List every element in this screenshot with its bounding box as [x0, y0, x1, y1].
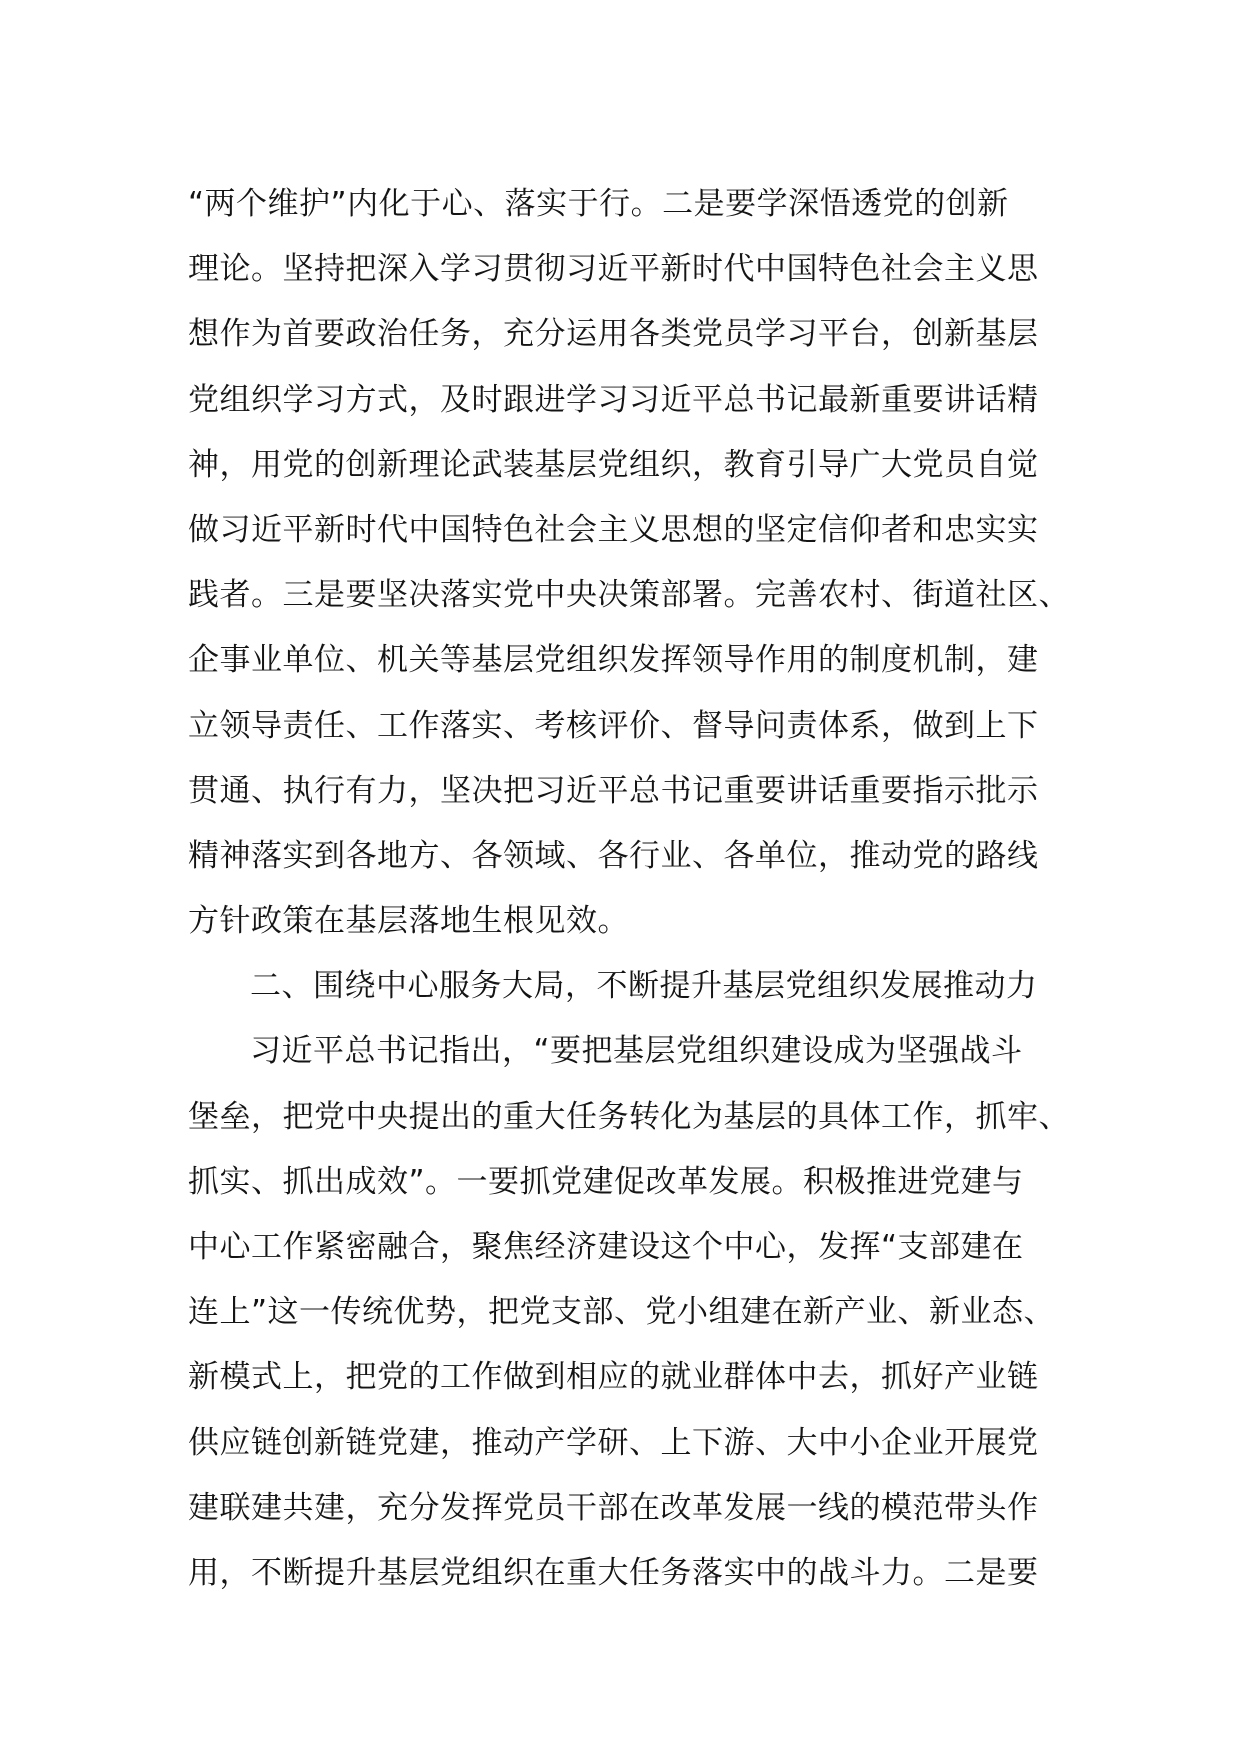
text-line: 贯通、执行有力，坚决把习近平总书记重要讲话重要指示批示	[188, 772, 1039, 809]
text-line: 理论。坚持把深入学习贯彻习近平新时代中国特色社会主义思	[188, 251, 1039, 288]
text-line: 习近平总书记指出，“要把基层党组织建设成为坚强战斗	[250, 1033, 1023, 1070]
text-line: 建联建共建，充分发挥党员干部在改革发展一线的模范带头作	[188, 1489, 1039, 1526]
text-line: 中心工作紧密融合，聚焦经济建设这个中心，发挥“支部建在	[188, 1229, 1024, 1265]
text-line: 抓实、抓出成效”。一要抓党建促改革发展。积极推进党建与	[188, 1163, 1024, 1200]
text-line: 新模式上，把党的工作做到相应的就业群体中去，抓好产业链	[188, 1359, 1039, 1396]
text-line: 党组织学习方式，及时跟进学习习近平总书记最新重要讲话精	[188, 381, 1039, 418]
body-text	[188, 172, 1068, 1606]
text-line: 供应链创新链党建，推动产学研、上下游、大中小企业开展党	[188, 1424, 1039, 1461]
text-line: 践者。三是要坚决落实党中央决策部署。完善农村、街道社区、	[188, 577, 1070, 614]
text-line: 神，用党的创新理论武装基层党组织，教育引导广大党员自觉	[188, 446, 1039, 483]
text-line: 连上”这一传统优势，把党支部、党小组建在新产业、新业态、	[188, 1294, 1056, 1331]
section-heading: 二、围绕中心服务大局，不断提升基层党组织发展推动力	[250, 968, 1038, 1005]
text-line: 方针政策在基层落地生根见效。	[188, 903, 629, 940]
text-line: 堡垒，把党中央提出的重大任务转化为基层的具体工作，抓牢、	[188, 1098, 1070, 1135]
text-line: 用，不断提升基层党组织在重大任务落实中的战斗力。二是要	[188, 1554, 1039, 1591]
text-line: 精神落实到各地方、各领域、各行业、各单位，推动党的路线	[188, 837, 1039, 874]
text-line: 想作为首要政治任务，充分运用各类党员学习平台，创新基层	[188, 316, 1039, 353]
text-line: “两个维护”内化于心、落实于行。二是要学深悟透党的创新	[188, 186, 1009, 222]
text-line: 做习近平新时代中国特色社会主义思想的坚定信仰者和忠实实	[188, 511, 1039, 548]
text-line: 立领导责任、工作落实、考核评价、督导问责体系，做到上下	[188, 707, 1039, 744]
text-line: 企事业单位、机关等基层党组织发挥领导作用的制度机制，建	[188, 642, 1039, 679]
